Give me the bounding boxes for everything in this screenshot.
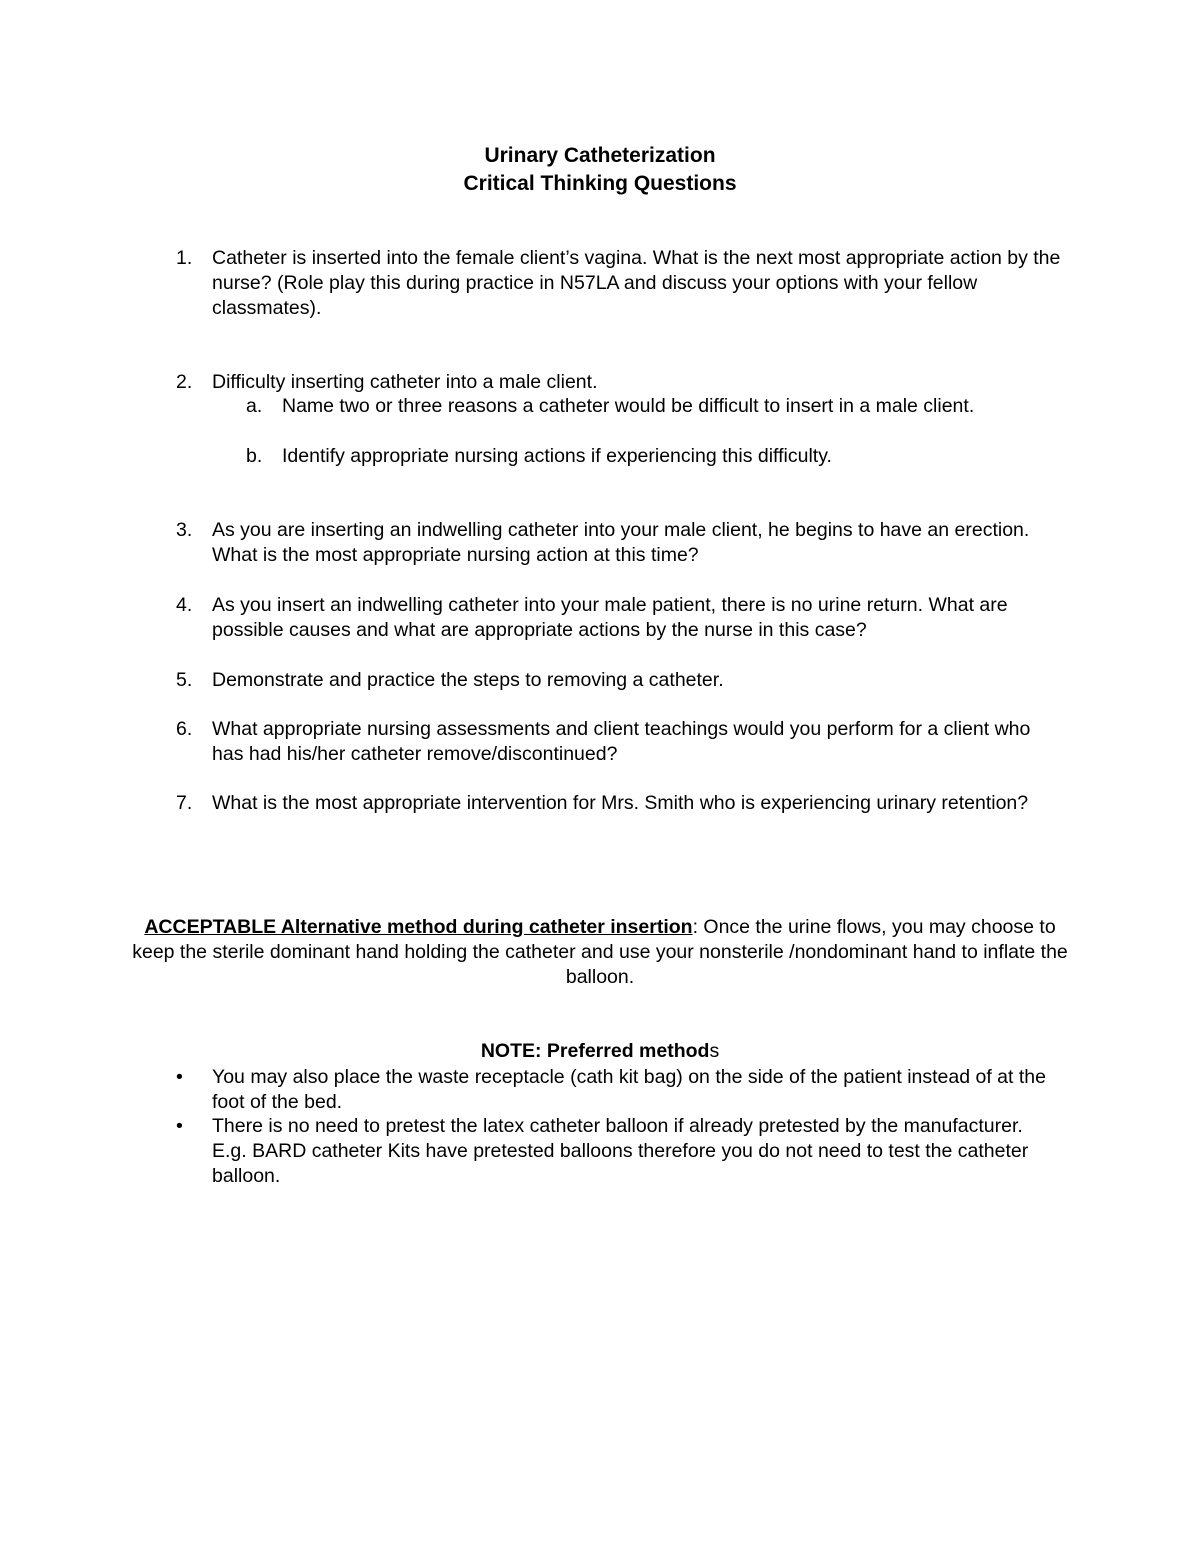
question-number: 2. — [176, 371, 193, 393]
question-text: Demonstrate and practice the steps to removing a catheter. — [212, 669, 724, 691]
document-title — [0, 142, 1200, 198]
question-text: As you are inserting an indwelling catheter into your male client, he begins to have an erection. What is the most appropriate nursing action at this time? — [212, 519, 1030, 566]
note-heading — [0, 1039, 1200, 1064]
bullet-icon: • — [176, 1066, 183, 1088]
question-text: Catheter is inserted into the female client’s vagina. What is the next most appropriate action by the nurse? (Role play this during practice in N57LA and discuss your options with your fellow classmates). — [212, 247, 1061, 319]
question-number: 4. — [176, 594, 193, 616]
question-text: What is the most appropriate intervention for Mrs. Smith who is experiencing urinary retention? — [212, 792, 1029, 814]
question-number: 1. — [176, 247, 193, 269]
note-heading-tail: s — [709, 1040, 720, 1062]
bullet-icon: • — [176, 1115, 183, 1137]
question-number: 3. — [176, 519, 193, 541]
subquestion-letter: a. — [246, 395, 263, 417]
question-number: 7. — [176, 792, 193, 814]
alternative-method-heading: ACCEPTABLE Alternative method during catheter insertion — [144, 916, 693, 938]
note-heading-bold: NOTE: Preferred method — [480, 1040, 710, 1062]
subquestion-letter: b. — [246, 445, 263, 467]
question-number: 5. — [176, 669, 193, 691]
alternative-method-paragraph — [130, 915, 1070, 990]
title-line-1: Urinary Catheterization — [484, 144, 716, 167]
subquestion-text: Name two or three reasons a catheter would be difficult to insert in a male client. — [282, 395, 975, 417]
bullet-text: There is no need to pretest the latex catheter balloon if already pretested by the manufacturer. E.g. BARD catheter Kits have pretested balloons therefore you do not need to test the catheter balloon. — [212, 1115, 1029, 1187]
alternative-method-text: : Once the urine flows, you may choose to keep the sterile dominant hand holding the catheter and use your nonsterile /nondominant hand to inflate the balloon. — [132, 916, 1068, 988]
question-text: Difficulty inserting catheter into a male client. — [212, 371, 598, 393]
question-text: As you insert an indwelling catheter into your male patient, there is no urine return. What are possible causes and what are appropriate actions by the nurse in this case? — [212, 594, 1008, 641]
question-number: 6. — [176, 718, 193, 740]
title-line-2: Critical Thinking Questions — [463, 172, 737, 195]
question-text: What appropriate nursing assessments and client teachings would you perform for a client who has had his/her catheter remove/discontinued? — [212, 718, 1031, 765]
subquestion-text: Identify appropriate nursing actions if experiencing this difficulty. — [282, 445, 832, 467]
bullet-text: You may also place the waste receptacle (cath kit bag) on the side of the patient instead of at the foot of the bed. — [212, 1066, 1046, 1113]
